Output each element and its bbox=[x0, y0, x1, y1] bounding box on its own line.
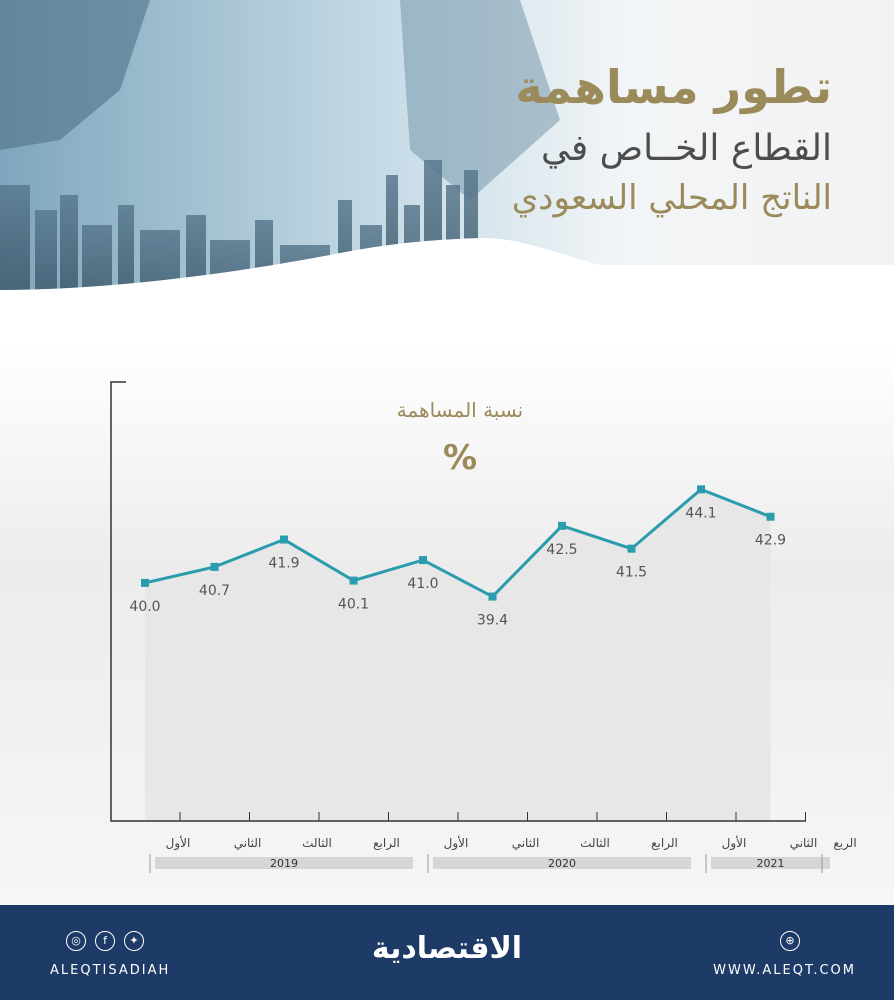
instagram-icon[interactable]: ◎ bbox=[66, 931, 86, 951]
data-label: 41.0 bbox=[407, 576, 439, 593]
year-label: 2019 bbox=[270, 857, 298, 870]
x-tick-label: الثالث bbox=[302, 836, 332, 850]
y-axis-unit: % bbox=[442, 438, 478, 478]
x-tick-label: الأول bbox=[443, 836, 469, 850]
data-label: 40.7 bbox=[198, 582, 231, 599]
footer-bar bbox=[0, 905, 894, 1000]
hero-banner bbox=[0, 0, 894, 345]
title-line-3: الناتج المحلي السعودي bbox=[511, 178, 832, 218]
x-tick-label: الثالث bbox=[580, 836, 610, 850]
hero-image bbox=[0, 0, 894, 345]
x-tick-label: الثاني bbox=[233, 836, 262, 850]
area-fill-layer bbox=[145, 489, 771, 821]
year-label: 2020 bbox=[548, 857, 576, 870]
line-chart bbox=[0, 345, 894, 905]
data-point bbox=[697, 485, 705, 493]
area-fill bbox=[145, 489, 771, 821]
data-label: 42.5 bbox=[546, 541, 578, 558]
data-point bbox=[350, 577, 358, 585]
year-band-layer bbox=[150, 854, 830, 873]
data-point bbox=[628, 545, 636, 553]
data-label: 39.4 bbox=[476, 612, 509, 629]
title-line-2: القطاع الخــاص في bbox=[540, 128, 832, 169]
facebook-icon[interactable]: f bbox=[95, 931, 115, 951]
y-axis-label: نسبة المساهمة bbox=[396, 398, 524, 422]
data-point bbox=[489, 593, 497, 601]
brand-logo: الاقتصادية bbox=[371, 931, 523, 966]
x-tick-label: الثاني bbox=[511, 836, 540, 850]
x-axis-title: الربع bbox=[833, 836, 857, 850]
data-point bbox=[211, 563, 219, 571]
data-label: 40.1 bbox=[337, 596, 370, 613]
x-tick-label: الثاني bbox=[789, 836, 818, 850]
data-label: 41.5 bbox=[615, 564, 648, 581]
data-point bbox=[419, 556, 427, 564]
tick-label-layer bbox=[166, 835, 857, 851]
year-label: 2021 bbox=[756, 857, 785, 870]
x-tick-label: الأول bbox=[165, 836, 191, 850]
website-link[interactable]: WWW.ALEQT.COM bbox=[713, 963, 856, 978]
data-point bbox=[280, 536, 288, 544]
x-tick-label: الرابع bbox=[651, 836, 678, 850]
data-point bbox=[558, 522, 566, 530]
x-tick-label: الأول bbox=[721, 836, 747, 850]
x-tick-label: الرابع bbox=[373, 836, 400, 850]
data-label: 41.9 bbox=[268, 555, 300, 572]
data-point bbox=[767, 513, 775, 521]
social-handle[interactable]: ALEQTISADIAH bbox=[50, 963, 171, 978]
title-line-1: تطور مساهمة bbox=[515, 60, 832, 114]
data-point bbox=[141, 579, 149, 587]
data-label: 44.1 bbox=[685, 505, 717, 522]
data-label: 42.9 bbox=[754, 532, 787, 549]
twitter-icon[interactable]: ✦ bbox=[124, 931, 144, 951]
dribbble-icon[interactable]: ⊕ bbox=[780, 931, 800, 951]
data-label: 40.0 bbox=[129, 598, 161, 615]
